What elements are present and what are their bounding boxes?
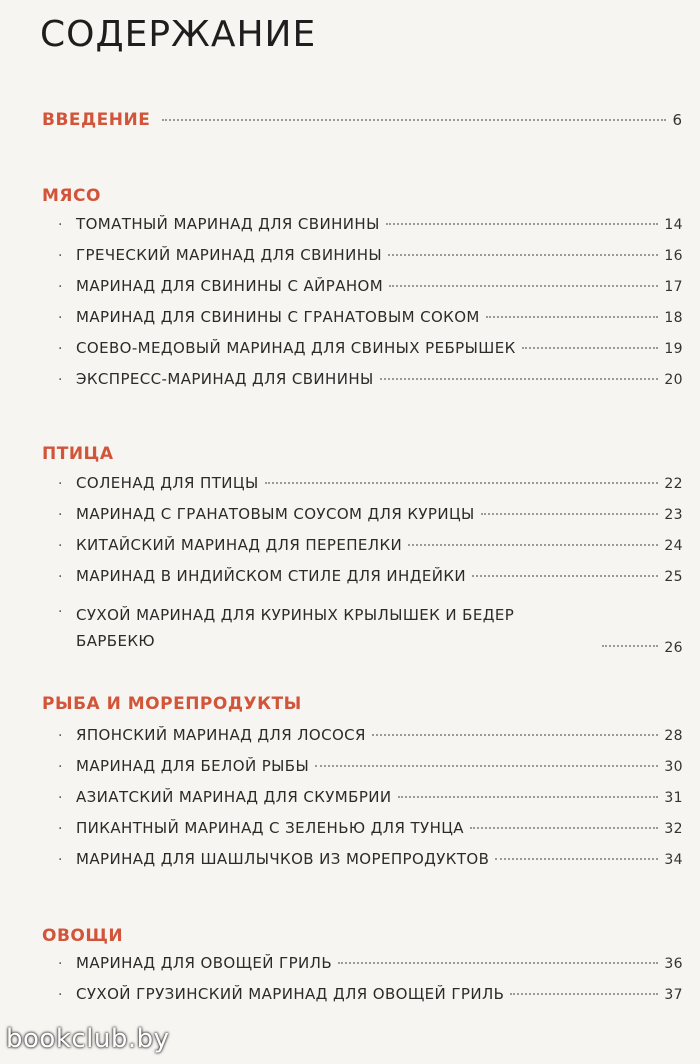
page-number: 22 bbox=[664, 476, 683, 492]
entry-title: ТОМАТНЫЙ МАРИНАД ДЛЯ СВИНИНЫ bbox=[76, 215, 380, 233]
dot-leader bbox=[470, 827, 658, 829]
bullet-icon: · bbox=[58, 538, 63, 554]
bullet-icon: · bbox=[58, 604, 63, 620]
dot-leader bbox=[315, 765, 658, 767]
toc-entry bbox=[58, 215, 683, 246]
watermark-text: bookclub.by bbox=[6, 1024, 170, 1054]
dot-leader bbox=[372, 734, 659, 736]
toc-entry bbox=[58, 567, 683, 598]
intro-label: ВВЕДЕНИЕ bbox=[42, 110, 151, 130]
entry-title: АЗИАТСКИЙ МАРИНАД ДЛЯ СКУМБРИИ bbox=[76, 788, 392, 806]
entry-title: МАРИНАД ДЛЯ ШАШЛЫЧКОВ ИЗ МОРЕПРОДУКТОВ bbox=[76, 850, 490, 868]
page-number: 16 bbox=[664, 248, 683, 264]
bullet-icon: · bbox=[58, 821, 63, 837]
entry-title: МАРИНАД ДЛЯ СВИНИНЫ С АЙРАНОМ bbox=[76, 277, 384, 295]
toc-intro-entry bbox=[42, 110, 682, 136]
toc-entry bbox=[58, 277, 683, 308]
page-number: 17 bbox=[664, 279, 683, 295]
entry-title: ГРЕЧЕСКИЙ МАРИНАД ДЛЯ СВИНИНЫ bbox=[76, 246, 383, 264]
page-number: 26 bbox=[664, 640, 683, 656]
dot-leader bbox=[472, 575, 658, 577]
dot-leader bbox=[398, 796, 659, 798]
dot-leader bbox=[386, 223, 659, 225]
bullet-icon: · bbox=[58, 852, 63, 868]
dot-leader bbox=[522, 347, 659, 349]
toc-entry bbox=[58, 339, 683, 370]
dot-leader bbox=[265, 482, 659, 484]
dot-leader bbox=[495, 858, 658, 860]
dot-leader bbox=[389, 285, 658, 287]
dot-leader bbox=[380, 378, 659, 380]
entry-title: МАРИНАД ДЛЯ БЕЛОЙ РЫБЫ bbox=[76, 757, 310, 775]
bullet-icon: · bbox=[58, 728, 63, 744]
bullet-icon: · bbox=[58, 507, 63, 523]
entry-title: МАРИНАД В ИНДИЙСКОМ СТИЛЕ ДЛЯ ИНДЕЙКИ bbox=[76, 567, 467, 585]
toc-entry bbox=[58, 598, 683, 656]
toc-entry bbox=[58, 505, 683, 536]
dot-leader bbox=[510, 993, 658, 995]
toc-entry bbox=[58, 788, 683, 819]
page-number: 19 bbox=[664, 341, 683, 357]
section-entries-meat bbox=[58, 215, 683, 401]
dot-leader bbox=[408, 544, 658, 546]
entry-title: СУХОЙ ГРУЗИНСКИЙ МАРИНАД ДЛЯ ОВОЩЕЙ ГРИЛЬ bbox=[76, 985, 505, 1003]
section-title-seafood: РЫБА И МОРЕПРОДУКТЫ bbox=[42, 694, 302, 714]
entry-title: ЯПОНСКИЙ МАРИНАД ДЛЯ ЛОСОСЯ bbox=[76, 726, 366, 744]
page-number: 28 bbox=[664, 728, 683, 744]
toc-entry bbox=[58, 819, 683, 850]
page-number: 20 bbox=[664, 372, 683, 388]
bullet-icon: · bbox=[58, 987, 63, 1003]
bullet-icon: · bbox=[58, 310, 63, 326]
toc-entry bbox=[58, 757, 683, 788]
section-entries-seafood bbox=[58, 726, 683, 881]
page-number: 14 bbox=[664, 217, 683, 233]
page-number: 24 bbox=[664, 538, 683, 554]
entry-title: СОЛЕНАД ДЛЯ ПТИЦЫ bbox=[76, 474, 259, 492]
page-number: 32 bbox=[664, 821, 683, 837]
toc-entry bbox=[58, 536, 683, 567]
entry-title: ЭКСПРЕСС-МАРИНАД ДЛЯ СВИНИНЫ bbox=[76, 370, 374, 388]
entry-title: МАРИНАД ДЛЯ ОВОЩЕЙ ГРИЛЬ bbox=[76, 954, 333, 972]
page-number: 6 bbox=[672, 111, 682, 129]
bullet-icon: · bbox=[58, 372, 63, 388]
page-number: 36 bbox=[664, 956, 683, 972]
toc-entry bbox=[58, 726, 683, 757]
bullet-icon: · bbox=[58, 956, 63, 972]
toc-entry bbox=[58, 246, 683, 277]
section-entries-poultry bbox=[58, 474, 683, 656]
page-number: 31 bbox=[664, 790, 683, 806]
bullet-icon: · bbox=[58, 790, 63, 806]
dot-leader bbox=[602, 645, 658, 647]
section-title-meat: МЯСО bbox=[42, 186, 101, 206]
bullet-icon: · bbox=[58, 248, 63, 264]
toc-entry bbox=[58, 474, 683, 505]
section-title-vegetables: ОВОЩИ bbox=[42, 926, 124, 946]
page-title: СОДЕРЖАНИЕ bbox=[40, 14, 317, 55]
entry-title: СОЕВО-МЕДОВЫЙ МАРИНАД ДЛЯ СВИНЫХ РЕБРЫШЕК bbox=[76, 339, 516, 357]
dot-leader bbox=[388, 254, 658, 256]
page-number: 18 bbox=[664, 310, 683, 326]
toc-entry bbox=[58, 370, 683, 401]
toc-entry bbox=[58, 850, 683, 881]
toc-entry bbox=[58, 308, 683, 339]
bullet-icon: · bbox=[58, 279, 63, 295]
section-entries-vegetables bbox=[58, 954, 683, 1016]
entry-title: МАРИНАД С ГРАНАТОВЫМ СОУСОМ ДЛЯ КУРИЦЫ bbox=[76, 505, 475, 523]
dot-leader bbox=[486, 316, 659, 318]
bullet-icon: · bbox=[58, 217, 63, 233]
bullet-icon: · bbox=[58, 569, 63, 585]
bullet-icon: · bbox=[58, 341, 63, 357]
entry-title: ПИКАНТНЫЙ МАРИНАД С ЗЕЛЕНЬЮ ДЛЯ ТУНЦА bbox=[76, 819, 464, 837]
page-number: 30 bbox=[664, 759, 683, 775]
entry-title: СУХОЙ МАРИНАД ДЛЯ КУРИНЫХ КРЫЛЫШЕК И БЕДЕР БАРБЕКЮ bbox=[76, 606, 515, 650]
toc-entry bbox=[58, 954, 683, 985]
bullet-icon: · bbox=[58, 759, 63, 775]
page-number: 34 bbox=[664, 852, 683, 868]
bullet-icon: · bbox=[58, 476, 63, 492]
entry-title: МАРИНАД ДЛЯ СВИНИНЫ С ГРАНАТОВЫМ СОКОМ bbox=[76, 308, 480, 326]
dot-leader bbox=[338, 962, 658, 964]
dot-leader bbox=[481, 513, 659, 515]
page-number: 37 bbox=[664, 987, 683, 1003]
toc-entry bbox=[58, 985, 683, 1016]
page-number: 23 bbox=[664, 507, 683, 523]
entry-title: КИТАЙСКИЙ МАРИНАД ДЛЯ ПЕРЕПЕЛКИ bbox=[76, 536, 403, 554]
section-title-poultry: ПТИЦА bbox=[42, 444, 114, 464]
page-number: 25 bbox=[664, 569, 683, 585]
dot-leader bbox=[162, 119, 666, 121]
